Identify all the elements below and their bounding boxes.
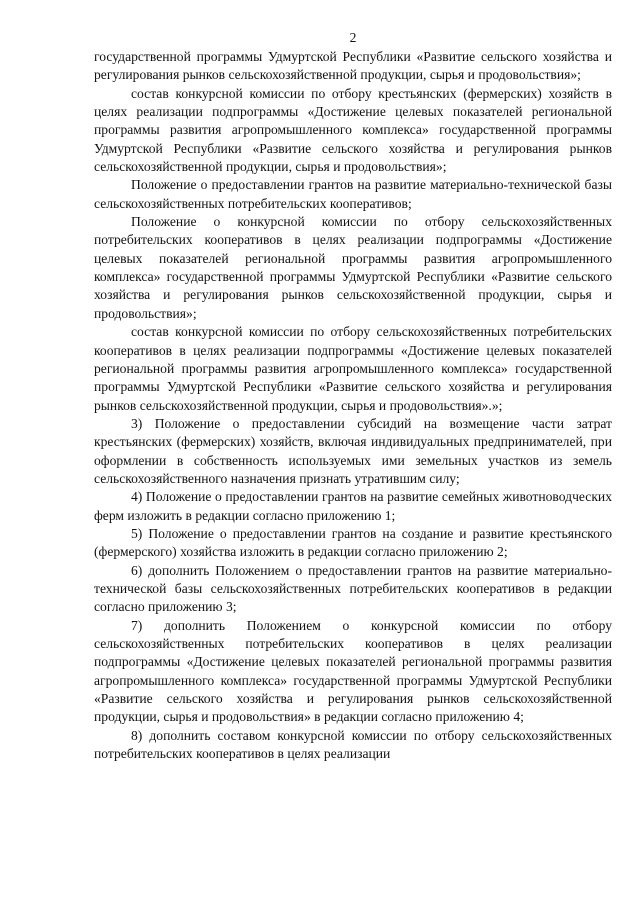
list-item-7: 7) дополнить Положением о конкурсной комиссии по отбору сельскохозяйственных потребительских кооперативов в целях реализации подпрограммы «Достижение целевых показателей региональной программы развития агропромышленного комплекса» государственной программы Удмуртской Республики «Развитие сельского хозяйства и регулирования рынков сельскохозяйственной продукции, сырья и продовольствия» в редакции согласно приложению 4; [94,617,612,725]
page-number: 2 [349,30,357,45]
paragraph: государственной программы Удмуртской Республики «Развитие сельского хозяйства и регулирования рынков сельскохозяйственной продукции, сырья и продовольствия»; [94,49,612,83]
list-item-6: 6) дополнить Положением о предоставлении грантов на развитие материально-технической базы сельскохозяйственных потребительских кооперативов в редакции согласно приложению 3; [94,562,612,615]
paragraph: Положение о предоставлении грантов на развитие материально-технической базы сельскохозяйственных потребительских кооперативов; [94,177,612,211]
list-item-3: 3) Положение о предоставлении субсидий на возмещение части затрат крестьянских (фермерских) хозяйств, включая индивидуальных предпринимателей, при оформлении в собственность используемых ими земельных участков из земель сельскохозяйственного назначения признать утратившим силу; [94,415,612,486]
list-item-4: 4) Положение о предоставлении грантов на развитие семейных животноводческих ферм изложить в редакции согласно приложению 1; [94,489,612,523]
paragraph: Положение о конкурсной комиссии по отбору сельскохозяйственных потребительских кооперативов в целях реализации подпрограммы «Достижение целевых показателей региональной программы развития агропромышленного комплекса» государственной программы Удмуртской Республики «Развитие сельского хозяйства и регулирования рынков сельскохозяйственной продукции, сырья и продовольствия»; [94,214,612,321]
paragraph: состав конкурсной комиссии по отбору сельскохозяйственных потребительских кооперативов в целях реализации подпрограммы «Достижение целевых показателей региональной программы развития агропромышленного комплекса» государственной программы Удмуртской Республики «Развитие сельского хозяйства и регулирования рынков сельскохозяйственной продукции, сырья и продовольствия».»; [94,324,612,413]
list-item-8: 8) дополнить составом конкурсной комиссии по отбору сельскохозяйственных потребительских кооперативов в целях реализации [94,727,612,762]
paragraph: состав конкурсной комиссии по отбору крестьянских (фермерских) хозяйств в целях реализации подпрограммы «Достижение целевых показателей региональной программы развития агропромышленного комплекса» государственной программы Удмуртской Республики «Развитие сельского хозяйства и регулирования рынков сельскохозяйственной продукции, сырья и продовольствия»; [94,85,612,175]
document-body [94,48,612,763]
list-item-5: 5) Положение о предоставлении грантов на создание и развитие крестьянского (фермерского) хозяйства изложить в редакции согласно приложению 2; [94,525,612,560]
